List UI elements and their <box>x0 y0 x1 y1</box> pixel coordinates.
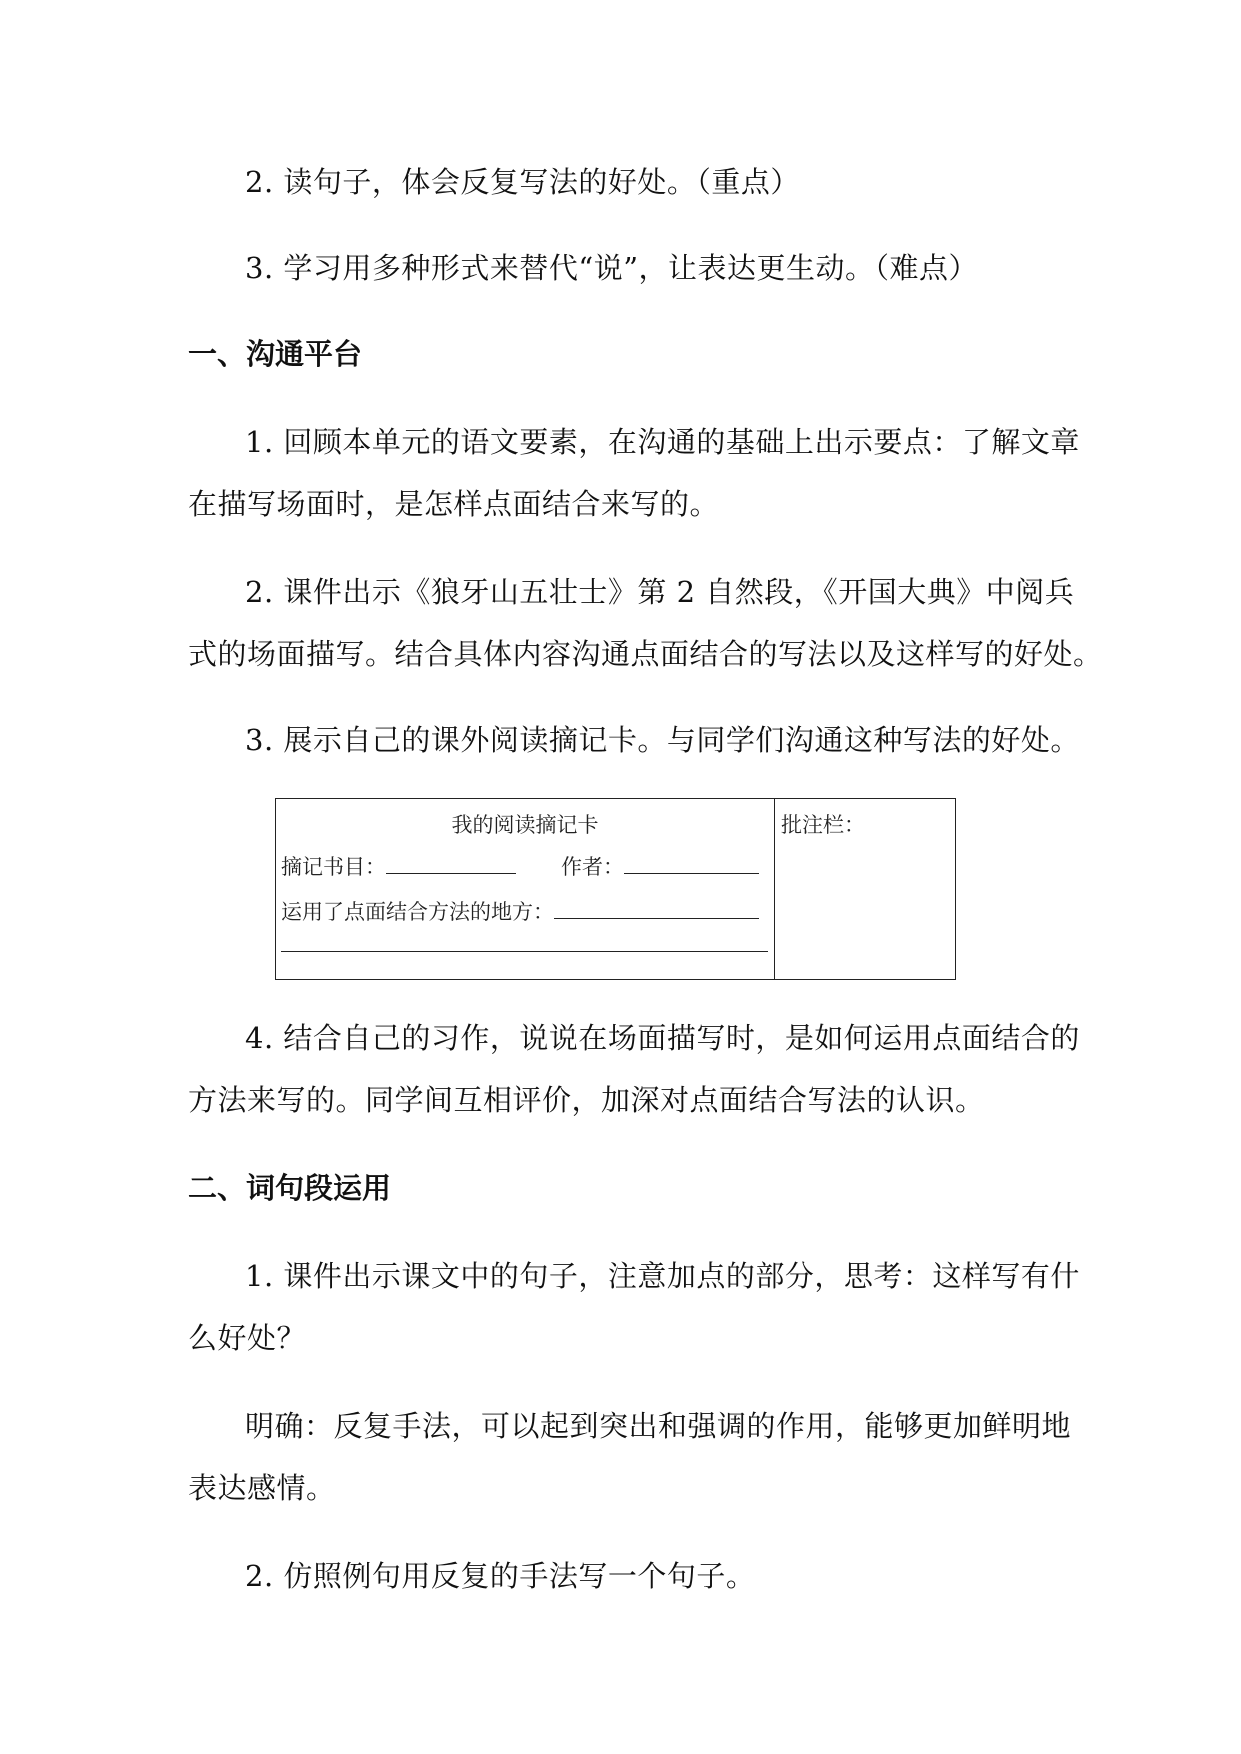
section2-paragraph-1-line-2: 么好处？ <box>188 1321 307 1355</box>
card-divider <box>774 799 775 979</box>
answer-line-1: 明确：反复手法，可以起到突出和强调的作用，能够更加鲜明地 <box>245 1409 1072 1443</box>
card-author-row <box>561 851 759 881</box>
answer-line-2: 表达感情。 <box>188 1471 336 1505</box>
card-book-row <box>281 851 516 881</box>
paragraph-1-line-2: 在描写场面时，是怎样点面结合来写的。 <box>188 487 720 521</box>
paragraph-1-line-1: 1. 回顾本单元的语文要素，在沟通的基础上出示要点：了解文章 <box>245 425 1080 459</box>
book-blank <box>386 855 516 874</box>
paragraph-2-line-1: 2. 课件出示《狼牙山五壮士》第 2 自然段，《开国大典》中阅兵 <box>245 575 1075 609</box>
paragraph-3: 3. 展示自己的课外阅读摘记卡。与同学们沟通这种写法的好处。 <box>245 723 1080 757</box>
author-blank <box>624 855 759 874</box>
objective-2: 2. 读句子，体会反复写法的好处。（重点） <box>245 165 800 199</box>
method-label: 运用了点面结合方法的地方： <box>281 900 554 924</box>
card-title: 我的阅读摘记卡 <box>451 813 599 837</box>
notes-label: 批注栏： <box>781 813 865 837</box>
section2-paragraph-1-line-1: 1. 课件出示课文中的句子，注意加点的部分，思考：这样写有什 <box>245 1259 1080 1293</box>
card-full-blank-line <box>281 951 768 952</box>
paragraph-2-line-2: 式的场面描写。结合具体内容沟通点面结合的写法以及这样写的好处。 <box>188 637 1103 671</box>
author-label: 作者： <box>561 855 624 879</box>
paragraph-4-line-1: 4. 结合自己的习作，说说在场面描写时，是如何运用点面结合的 <box>245 1021 1080 1055</box>
paragraph-4-line-2: 方法来写的。同学间互相评价，加深对点面结合写法的认识。 <box>188 1083 985 1117</box>
section2-paragraph-3: 2. 仿照例句用反复的手法写一个句子。 <box>245 1559 756 1593</box>
section-heading-communication: 一、沟通平台 <box>188 337 363 371</box>
objective-3: 3. 学习用多种形式来替代“说”，让表达更生动。（难点） <box>245 251 979 285</box>
section-heading-usage: 二、词句段运用 <box>188 1171 392 1205</box>
reading-excerpt-card <box>275 798 956 980</box>
card-method-row <box>281 896 759 926</box>
book-label: 摘记书目： <box>281 855 386 879</box>
method-blank <box>554 900 759 919</box>
